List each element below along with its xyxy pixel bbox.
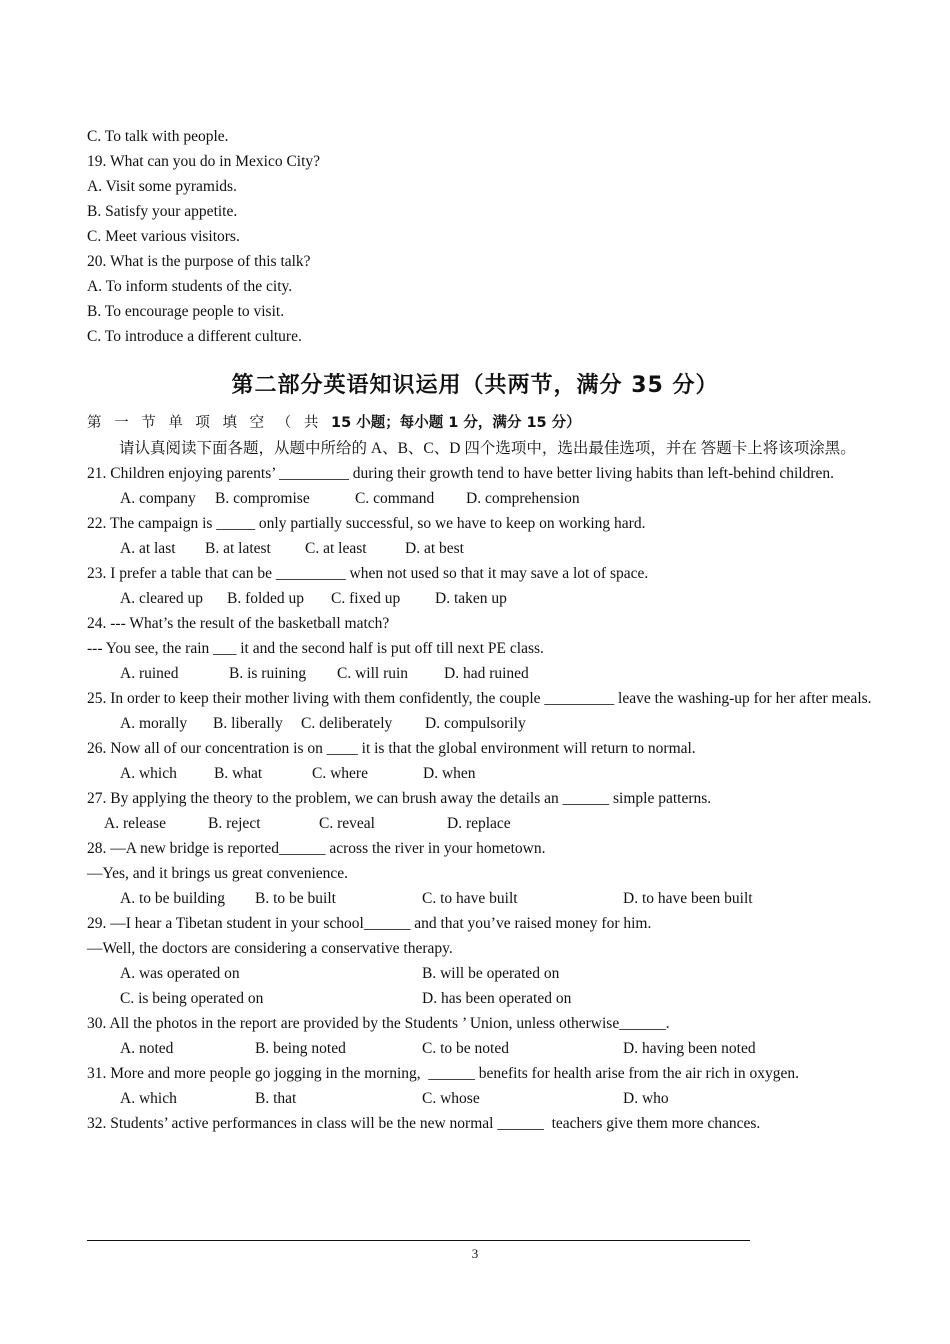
option: A. which	[120, 1090, 177, 1107]
option: A. at last	[120, 540, 176, 557]
option: C. fixed up	[331, 590, 401, 607]
option: A. which	[120, 765, 177, 782]
option: D. to have been built	[623, 890, 753, 907]
option: B. folded up	[227, 590, 305, 607]
option: A. company	[120, 490, 196, 507]
option: C. deliberately	[301, 715, 393, 732]
option: A. to be building	[120, 890, 226, 907]
question-options	[87, 711, 877, 736]
question-stem-reply: —Well, the doctors are considering a conservative therapy.	[87, 940, 453, 957]
option: D. replace	[447, 815, 511, 832]
option: C. command	[355, 490, 435, 507]
subsection-detail: 15 小题；每小题 1 分，满分 15 分）	[330, 415, 581, 431]
question-stem: 22. The campaign is _____ only partially successful, so we have to keep on working hard.	[87, 515, 646, 532]
question-stem: 24. --- What’s the result of the basketball match?	[87, 615, 390, 632]
listening-line: C. Meet various visitors.	[87, 228, 240, 245]
question-stem: 28. —A new bridge is reported______ across the river in your hometown.	[87, 840, 546, 857]
question-options	[87, 886, 877, 911]
question-options	[87, 811, 877, 836]
question-options	[87, 661, 877, 686]
question-stem-reply: --- You see, the rain ___ it and the second half is put off till next PE class.	[87, 640, 544, 657]
option: A. noted	[120, 1040, 174, 1057]
option: B. liberally	[213, 715, 283, 732]
page-number: 3	[471, 1246, 479, 1261]
subsection-label: 第 一 节 单 项 填 空 （ 共	[87, 415, 331, 431]
option: D. having been noted	[623, 1040, 756, 1057]
option: A. cleared up	[120, 590, 204, 607]
question-stem: 25. In order to keep their mother living with them confidently, the couple _________ leave the washing-up for her after meals.	[87, 690, 872, 707]
option: C. whose	[422, 1090, 480, 1107]
question-options	[87, 986, 877, 1011]
option: D. when	[423, 765, 476, 782]
option: C. to be noted	[422, 1040, 509, 1057]
option: C. will ruin	[337, 665, 409, 682]
option: B. being noted	[255, 1040, 346, 1057]
question-stem: 21. Children enjoying parents’ _________ during their growth tend to have better living habits than left-behind children.	[87, 465, 834, 482]
question-options	[87, 761, 877, 786]
option: D. who	[623, 1090, 669, 1107]
footer-divider	[87, 1240, 750, 1241]
question-options	[87, 1086, 877, 1111]
question-stem-reply: —Yes, and it brings us great convenience.	[87, 865, 349, 882]
option: B. will be operated on	[422, 965, 560, 982]
option: B. is ruining	[229, 665, 307, 682]
option: D. had ruined	[444, 665, 529, 682]
listening-line: C. To introduce a different culture.	[87, 328, 302, 345]
question-options	[87, 1036, 877, 1061]
question-stem: 26. Now all of our concentration is on ____ it is that the global environment will return to normal.	[87, 740, 696, 757]
listening-line: A. To inform students of the city.	[87, 278, 293, 295]
section-title: 第二部分英语知识运用（共两节，满分 35 分）	[231, 373, 719, 398]
question-options	[87, 586, 877, 611]
option: B. compromise	[215, 490, 310, 507]
listening-line: 19. What can you do in Mexico City?	[87, 153, 321, 170]
option: D. at best	[405, 540, 464, 557]
question-options	[87, 961, 877, 986]
question-stem: 27. By applying the theory to the problem, we can brush away the details an ______ simple patterns.	[87, 790, 712, 807]
option: B. that	[255, 1090, 297, 1107]
option: C. where	[312, 765, 368, 782]
option: B. what	[214, 765, 263, 782]
question-stem: 31. More and more people go jogging in the morning, ______ benefits for health arise from the air rich in oxygen.	[87, 1065, 799, 1082]
option: C. at least	[305, 540, 367, 557]
listening-line: B. Satisfy your appetite.	[87, 203, 238, 220]
instruction-text: 请认真阅读下面各题，从题中所给的 A、B、C、D 四个选项中，选出最佳选项，并在 答题卡上将该项涂黑。	[119, 440, 856, 457]
page-content	[87, 124, 877, 1136]
option: A. morally	[120, 715, 188, 732]
subsection-heading	[87, 411, 877, 436]
listening-line: C. To talk with people.	[87, 128, 229, 145]
question-options	[87, 536, 877, 561]
question-stem: 23. I prefer a table that can be _________ when not used so that it may save a lot of space.	[87, 565, 649, 582]
option: A. was operated on	[120, 965, 240, 982]
option: D. has been operated on	[422, 990, 572, 1007]
option: D. compulsorily	[425, 715, 526, 732]
question-options	[87, 486, 877, 511]
option: C. reveal	[319, 815, 375, 832]
option: A. ruined	[120, 665, 179, 682]
question-stem: 29. —I hear a Tibetan student in your school______ and that you’ve raised money for him.	[87, 915, 652, 932]
listening-line: B. To encourage people to visit.	[87, 303, 285, 320]
option: D. comprehension	[466, 490, 580, 507]
option: B. at latest	[205, 540, 271, 557]
question-stem: 32. Students’ active performances in class will be the new normal ______ teachers give them more chances.	[87, 1115, 761, 1132]
option: C. to have built	[422, 890, 518, 907]
option: B. reject	[208, 815, 261, 832]
question-stem: 30. All the photos in the report are provided by the Students ’ Union, unless otherwise______.	[87, 1015, 670, 1032]
option: C. is being operated on	[120, 990, 264, 1007]
option: A. release	[104, 815, 166, 832]
option: D. taken up	[435, 590, 507, 607]
listening-line: A. Visit some pyramids.	[87, 178, 237, 195]
listening-line: 20. What is the purpose of this talk?	[87, 253, 311, 270]
option: B. to be built	[255, 890, 336, 907]
